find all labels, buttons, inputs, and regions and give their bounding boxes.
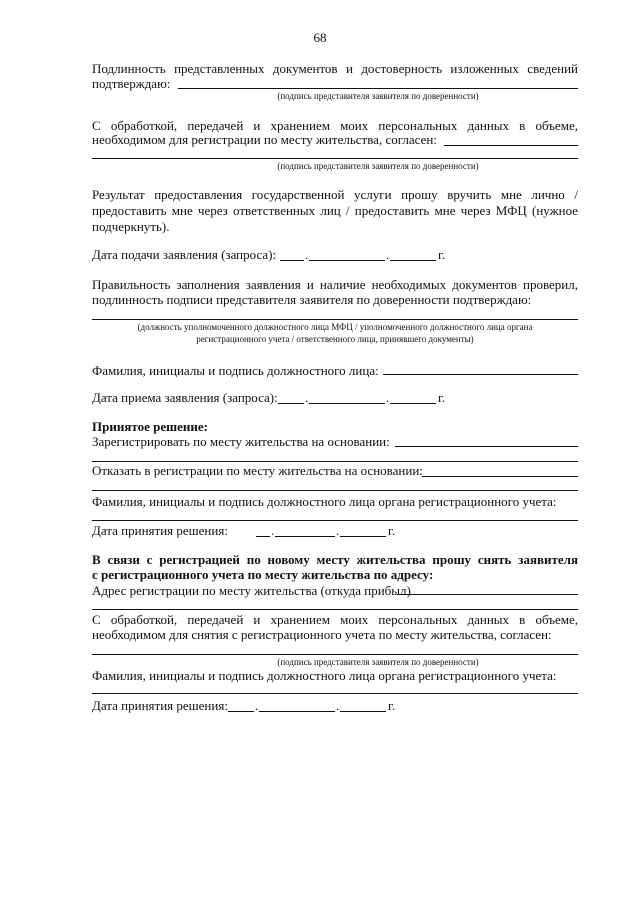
- deregistration-date-dot2: .: [336, 698, 340, 713]
- result-delivery-line1: Результат предоставления государственной услуги прошу вручить мне лично /: [92, 187, 578, 202]
- official-name-label: Фамилия, инициалы и подпись должностного лица:: [92, 363, 379, 378]
- refuse-basis-field[interactable]: [422, 476, 578, 477]
- verification-line2: подлинность подписи представителя заявителя по доверенности подтверждаю:: [92, 292, 532, 307]
- submission-date-year-field[interactable]: [390, 260, 436, 261]
- verifier-caption-line1: (должность уполномоченного должностного лица МФЦ / уполномоченного должностного лица органа: [137, 322, 533, 332]
- decision-heading: Принятое решение:: [92, 419, 208, 434]
- decision-date-year-field[interactable]: [340, 536, 386, 537]
- decision-date-label: Дата принятия решения:: [92, 523, 228, 538]
- submission-date-dot2: .: [386, 247, 390, 262]
- register-basis-label: Зарегистрировать по месту жительства на основании:: [92, 434, 390, 449]
- submission-date-month-field[interactable]: [309, 260, 385, 261]
- decision-date-dot2: .: [336, 523, 340, 538]
- consent-deregistration-signature-field[interactable]: [92, 654, 578, 655]
- previous-address-label: Адрес регистрации по месту жительства (откуда прибыл): [92, 583, 411, 598]
- consent-deregistration-caption: (подпись представителя заявителя по доверенности): [277, 657, 479, 667]
- consent-registration-line-full[interactable]: [92, 158, 578, 159]
- decision-date-dot1: .: [271, 523, 275, 538]
- decision-official-label: Фамилия, инициалы и подпись должностного лица органа регистрационного учета:: [92, 494, 557, 509]
- consent-registration-signature-field[interactable]: [444, 145, 578, 146]
- page-number: 68: [313, 30, 327, 45]
- submission-date-day-field[interactable]: [280, 260, 304, 261]
- decision-date-day-field[interactable]: [256, 536, 270, 537]
- verifier-position-field[interactable]: [92, 319, 578, 320]
- authenticity-statement-line1: Подлинность представленных документов и достоверность изложенных сведений: [92, 61, 578, 76]
- deregistration-date-label: Дата принятия решения:: [92, 698, 228, 713]
- decision-official-field[interactable]: [92, 520, 578, 521]
- consent-registration-line2: необходимом для регистрации по месту жительства, согласен:: [92, 132, 437, 147]
- previous-address-line2[interactable]: [92, 609, 578, 610]
- official-name-field[interactable]: [383, 374, 578, 375]
- acceptance-date-day-field[interactable]: [278, 403, 304, 404]
- result-delivery-line2: предоставить мне через ответственных лиц / предоставить мне через МФЦ (нужное: [92, 203, 578, 218]
- acceptance-date-dot2: .: [386, 390, 390, 405]
- authenticity-signature-caption: (подпись представителя заявителя по доверенности): [277, 91, 479, 101]
- submission-date-suffix: г.: [438, 247, 446, 262]
- authenticity-statement-line2: подтверждаю:: [92, 76, 171, 91]
- acceptance-date-month-field[interactable]: [309, 403, 385, 404]
- refuse-basis-label: Отказать в регистрации по месту жительства на основании:: [92, 463, 423, 478]
- decision-date-month-field[interactable]: [275, 536, 335, 537]
- result-delivery-line3: подчеркнуть).: [92, 219, 170, 234]
- consent-registration-caption: (подпись представителя заявителя по доверенности): [277, 161, 479, 171]
- consent-deregistration-line2: необходимом для снятия с регистрационного учета по месту жительства, согласен:: [92, 627, 552, 642]
- register-basis-field[interactable]: [395, 446, 578, 447]
- deregistration-heading-line2: с регистрационного учета по месту жительства по адресу:: [92, 567, 434, 582]
- consent-registration-line1: С обработкой, передачей и хранением моих персональных данных в объеме,: [92, 118, 578, 133]
- acceptance-date-dot1: .: [305, 390, 309, 405]
- deregistration-official-label: Фамилия, инициалы и подпись должностного лица органа регистрационного учета:: [92, 668, 557, 683]
- deregistration-date-suffix: г.: [388, 698, 396, 713]
- submission-date-label: Дата подачи заявления (запроса):: [92, 247, 277, 262]
- previous-address-field[interactable]: [397, 594, 578, 595]
- acceptance-date-year-field[interactable]: [390, 403, 436, 404]
- consent-deregistration-line1: С обработкой, передачей и хранением моих персональных данных в объеме,: [92, 612, 578, 627]
- deregistration-date-day-field[interactable]: [228, 711, 254, 712]
- deregistration-date-dot1: .: [255, 698, 259, 713]
- acceptance-date-suffix: г.: [438, 390, 446, 405]
- deregistration-heading-line1: В связи с регистрацией по новому месту жительства прошу снять заявителя: [92, 552, 578, 567]
- refuse-basis-line2[interactable]: [92, 490, 578, 491]
- acceptance-date-label: Дата приема заявления (запроса):: [92, 390, 278, 405]
- authenticity-signature-field[interactable]: [178, 88, 578, 89]
- verification-line1: Правильность заполнения заявления и наличие необходимых документов проверил,: [92, 277, 578, 292]
- deregistration-date-month-field[interactable]: [259, 711, 335, 712]
- deregistration-official-field[interactable]: [92, 693, 578, 694]
- verifier-caption-line2: регистрационного учета / ответственного лица, принявшего документы): [196, 334, 474, 344]
- decision-date-suffix: г.: [388, 523, 396, 538]
- deregistration-date-year-field[interactable]: [340, 711, 386, 712]
- submission-date-dot1: .: [305, 247, 309, 262]
